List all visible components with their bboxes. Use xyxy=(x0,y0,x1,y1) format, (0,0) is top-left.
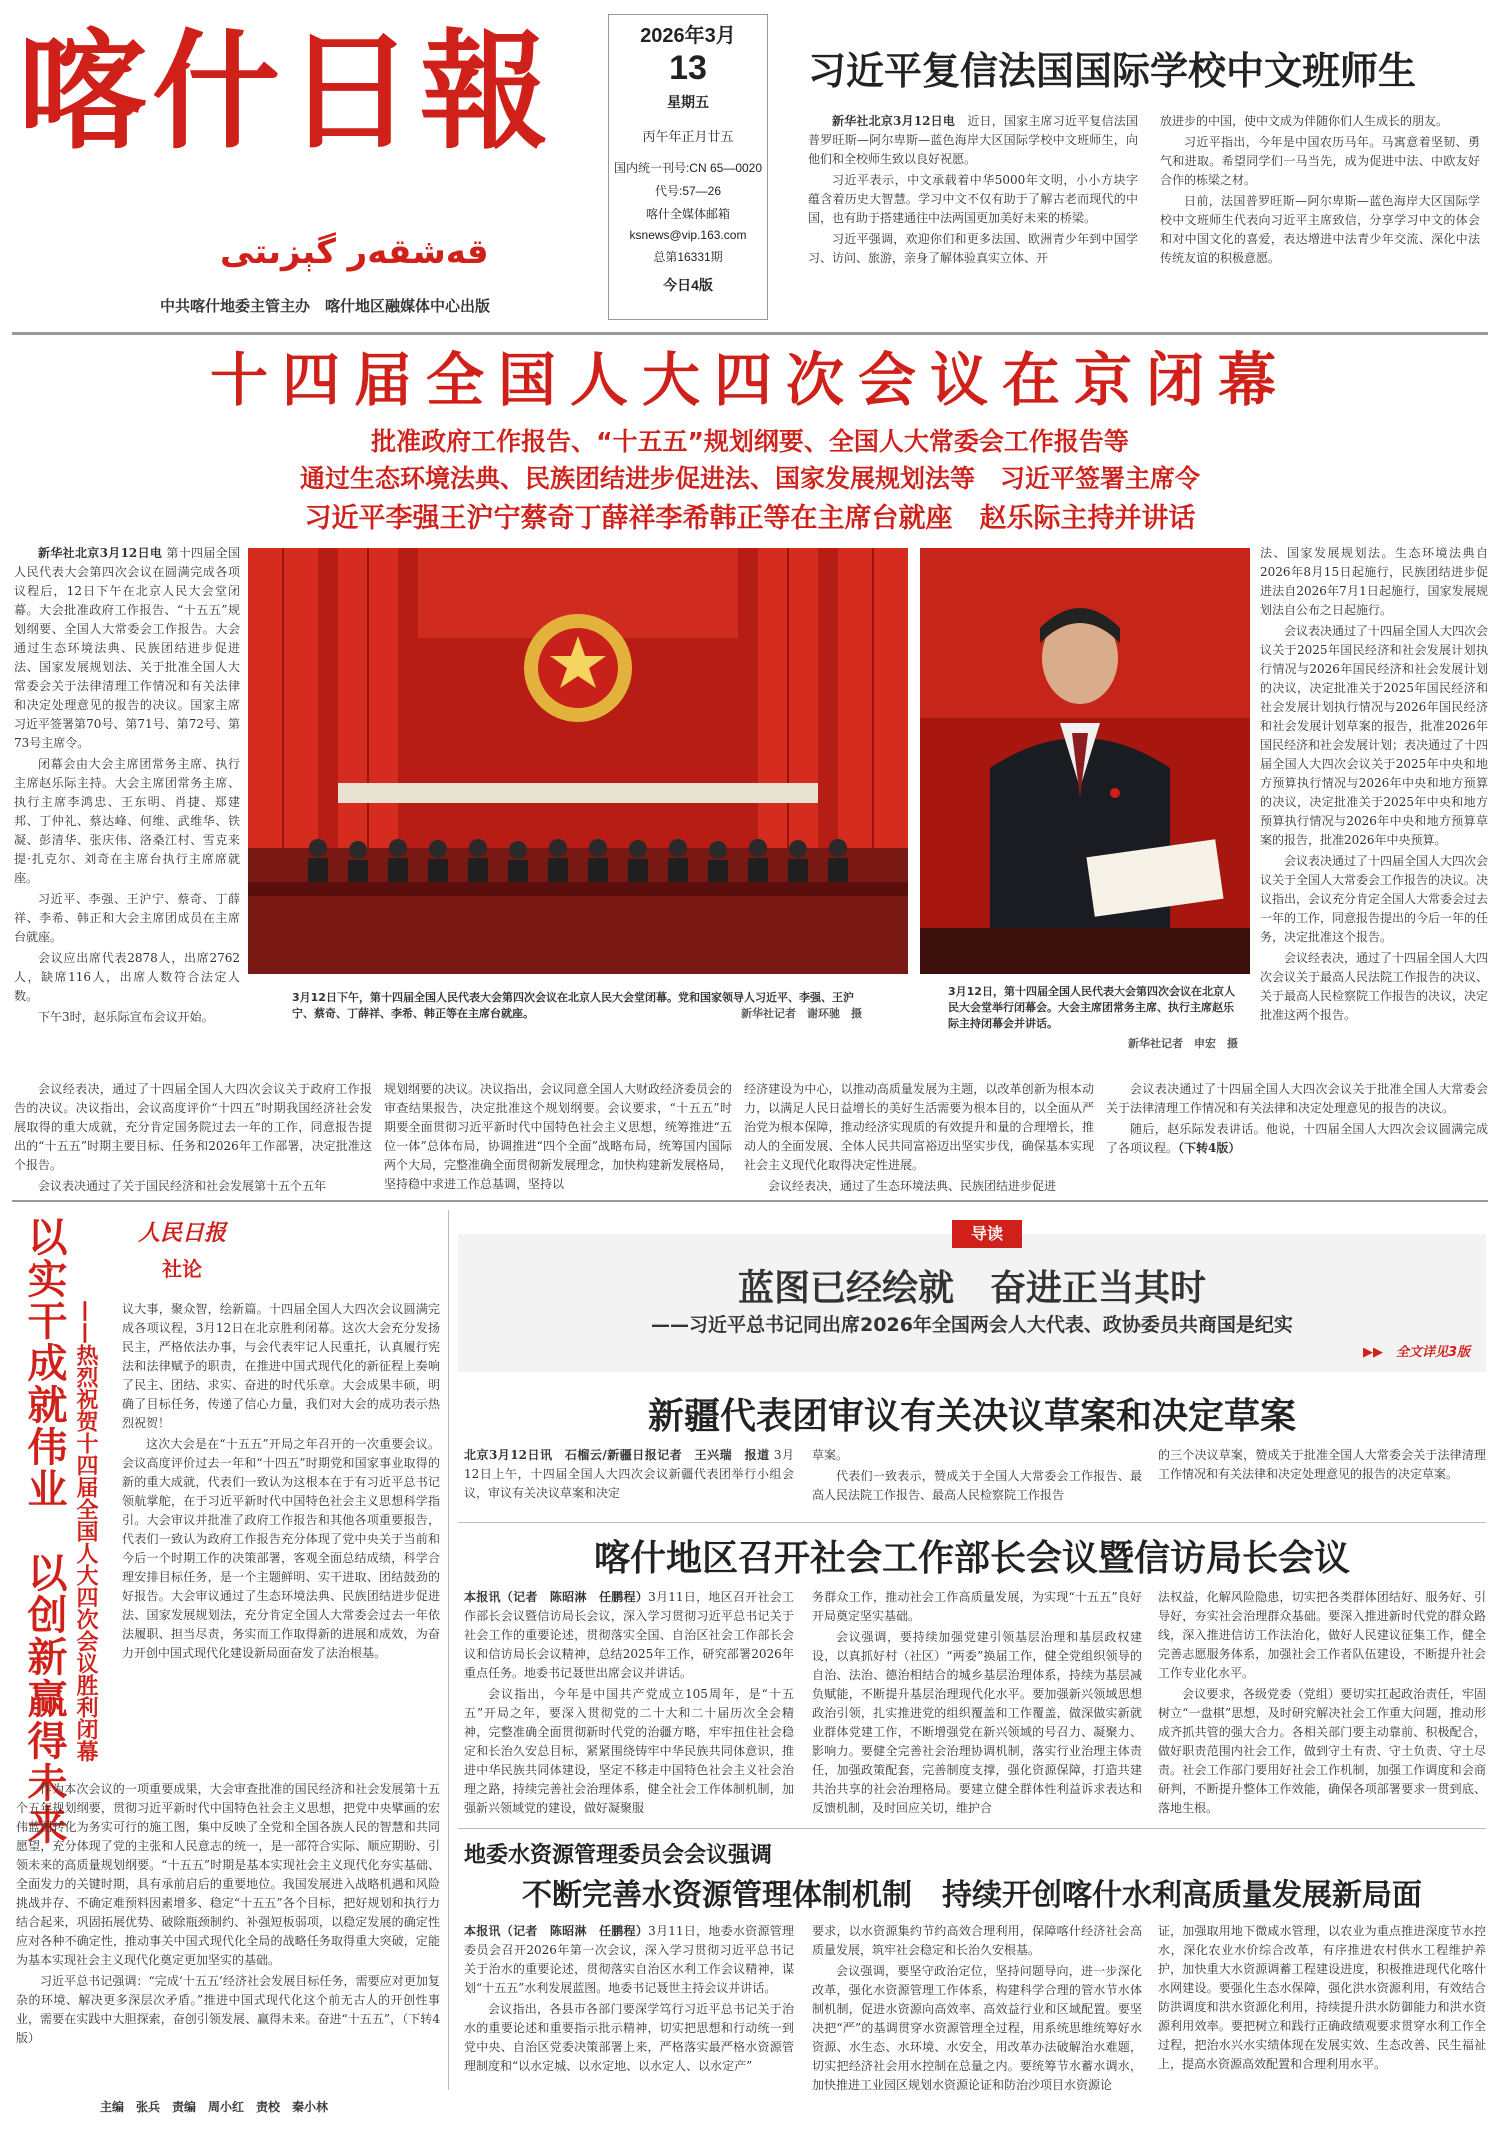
water-col2 xyxy=(812,1922,1142,2122)
social-col3 xyxy=(1158,1588,1486,1824)
speaker-credit: 新华社记者 申宏 摄 xyxy=(1128,1037,1238,1050)
lead-bottom-para7: 随后，赵乐际发表讲话。他说，十四届全国人大四次会议圆满完成了各项议程。 xyxy=(1106,1122,1488,1155)
social-byline: 本报讯（记者 陈昭淋 任鹏程） xyxy=(464,1590,649,1604)
top-story-para1: 近日，国家主席习近平复信法国普罗旺斯—阿尔卑斯—蓝色海岸大区国际学校中文班师生，向他们和全校师生致以良好祝愿。 xyxy=(808,114,1138,166)
social-col2 xyxy=(812,1588,1142,1824)
social-para5: 法权益，化解风险隐患，切实把各类群体团结好、服务好、引导好，夯实社会治理群众基础。要深入推进新时代党的群众路线，深入推进信访工作法治化，做好人民建议征集工作，健全完善志愿服务体系，加强社会工作者队伍建设，不断提升社会工作专业化水平。 xyxy=(1158,1590,1486,1680)
masthead-divider xyxy=(12,332,1488,335)
guide-box[interactable] xyxy=(458,1224,1486,1372)
lead-bottom-para4: 经济建设为中心，以推动高质量发展为主题，以改革创新为根本动力，以满足人民日益增长的美好生活需要为根本目的，以全面从严治党为根本保障，推动经济实现质的有效提升和量的合理增长，推动人的全面发展、全体人民共同富裕迈出坚实步伐，确保基本实现社会主义现代化取得决定性进展。 xyxy=(744,1082,1094,1172)
closing-session-caption xyxy=(292,990,862,1022)
lead-left-column xyxy=(14,544,240,1064)
closing-session-photo[interactable] xyxy=(248,548,908,974)
speaker-illustration xyxy=(920,548,1250,974)
lead-para1: 第十四届全国人民代表大会第四次会议在圆满完成各项议程后，12日下午在北京人民大会堂闭幕。大会批准政府工作报告、“十五五”规划纲要、全国人大常委会工作报告。大会通过生态环境法典、民族团结进步促进法、国家发展规划法、关于批准全国人大常委会关于法律清理工作情况和有关法律和决定处理意见的报告的决议。国家主席习近平签署第70号、第71号、第72号、第73号主席令。 xyxy=(14,546,240,750)
commentary-headline[interactable]: 以实干成就伟业 以创新赢得未来 xyxy=(21,1216,67,1846)
lead-para2: 闭幕会由大会主席团常务主席、执行主席赵乐际主持。大会主席团常务主席、执行主席李鸿忠、王东明、肖捷、郑建邦、丁仲礼、蔡达峰、何维、武维华、铁凝、彭清华、张庆伟、洛桑江村、雪克来提·扎克尔、刘奇在主席台执行主席席就座。 xyxy=(14,757,240,885)
social-divider xyxy=(458,1828,1486,1829)
speaker-caption xyxy=(948,984,1238,1052)
xinjiang-col1 xyxy=(464,1446,794,1518)
xinjiang-para2: 草案。 xyxy=(812,1448,849,1462)
social-para2: 会议指出，今年是中国共产党成立105周年，是“十五五”开局之年，要深入贯彻党的二十大和二十届历次全会精神，完整准确全面贯彻新时代党的治疆方略，牢牢扭住社会稳定和长治久安总目标，紧紧围绕铸牢中华民族共同体意识，推进中华民族共同体建设，坚定不移走中国特色社会主义社会治理之路，持续完善社会治理体系，健全社会工作体制机制，加强新兴领域党的建设，做好凝聚服 xyxy=(464,1687,794,1815)
commentary-badge xyxy=(126,1216,238,1290)
date-day: 13 xyxy=(669,49,707,87)
lead-bottom-col3 xyxy=(744,1080,1094,1196)
water-col1 xyxy=(464,1922,794,2122)
lead-right-column xyxy=(1260,544,1488,1074)
water-para2: 会议指出，各县市各部门要深学笃行习近平总书记关于治水的重要论述和重要指示批示精神，切实把思想和行动统一到党中央、自治区党委决策部署上来，严格落实最严格水资源管理制度和“以水定城、以水定地、以水定人、以水定产” xyxy=(464,2002,794,2073)
commentary-badge-bottom: 社论 xyxy=(162,1257,202,1281)
guide-badge: 导读 xyxy=(952,1220,1022,1248)
commentary-badge-top: 人民日报 xyxy=(137,1220,226,1246)
lead-para5: 下午3时，赵乐际宣布会议开始。 xyxy=(38,1010,214,1024)
date-post-code: 代号:57—26 xyxy=(654,184,722,198)
guide-link[interactable]: ▶▶ 全文详见3版 xyxy=(1362,1345,1470,1360)
social-para6: 会议要求，各级党委（党组）要切实扛起政治责任，牢固树立“一盘棋”思想，及时研究解决社会工作重大问题，推动形成齐抓共管的强大合力。各相关部门要主动靠前、积极配合，做好职责范围内社会工作，做到守土有责、守土负责、守土尽责。社会工作部门要用好社会工作机制，加强工作调度和会商研判，不断提升整体工作效能，确保各项部署要求一贯到底、落地生根。 xyxy=(1158,1687,1486,1815)
masthead-logo: 喀什日報 xyxy=(18,17,555,167)
lead-bottom-col2 xyxy=(384,1080,732,1196)
commentary-body-bottom xyxy=(16,1780,440,2080)
xinjiang-col2 xyxy=(812,1446,1142,1518)
masthead-sponsor: 中共喀什地委主管主办 喀什地区融媒体中心出版 xyxy=(160,297,491,315)
footer-editors: 主编 张兵 责编 周小红 责校 秦小林 xyxy=(100,2100,329,2114)
lead-bottom-para6: 会议表决通过了十四届全国人大四次会议关于批准全国人大常委会关于法律清理工作情况和有关法律和决定处理意见的报告的决议。 xyxy=(1106,1082,1488,1115)
water-para5: 证，加强取用地下微咸水管理，以农业为重点推进深度节水控水，深化农业水价综合改革，有序推进农村供水工程维护养护，加快重大水资源调蓄工程建设进度，积极推进现代化喀什水网建设。要强化生态水保障，强化洪水资源利用，有效结合防洪调度和洪水资源化利用，持续提升洪水防御能力和洪水资源利用效率。要把树立和践行正确政绩观要求贯穿水利工作全过程，把治水兴水实绩体现在发展实效、生态改善、民生福祉上，提高水资源高效配置和合理利用水平。 xyxy=(1158,1924,1486,2071)
lead-bottom-para3: 规划纲要的决议。决议指出，会议同意全国人大财政经济委员会的审查结果报告，决定批准这个规划纲要。会议要求，“十五五”时期要全面贯彻习近平新时代中国特色社会主义思想，统筹推进“五位一体”总体布局，协调推进“四个全面”战略布局，统筹国内国际两个大局，完整准确全面贯彻新发展理念，加快构建新发展格局，坚持稳中求进工作总基调，坚持以 xyxy=(384,1082,732,1191)
speaker-photo[interactable] xyxy=(920,548,1250,974)
date-lunar: 丙午年正月廿五 xyxy=(642,129,734,144)
lead-bottom-para5: 会议经表决，通过了生态环境法典、民族团结进步促进 xyxy=(768,1179,1057,1193)
guide-headline: 蓝图已经绘就 奋进正当其时 xyxy=(737,1268,1206,1309)
date-email[interactable]: ksnews@vip.163.com xyxy=(629,228,747,242)
lead-right-para1: 法、国家发展规划法。生态环境法典自2026年8月15日起施行，民族团结进步促进法自2026年7月1日起施行，国家发展规划法自公布之日起施行。 xyxy=(1260,546,1488,617)
top-story-col1 xyxy=(808,112,1138,322)
date-weekday: 星期五 xyxy=(667,94,709,110)
date-issue: 总第16331期 xyxy=(653,250,723,264)
xinjiang-para4: 的三个决议草案，赞成关于批准全国人大常委会关于法律清理工作情况和有关法律和决定处理意见的报告的决定草案。 xyxy=(1158,1448,1486,1481)
social-headline[interactable]: 喀什地区召开社会工作部长会议暨信访局长会议 xyxy=(593,1538,1350,1579)
date-publisher: 喀什全媒体邮箱 xyxy=(645,207,730,221)
water-para4: 会议强调，要坚守政治定位，坚持问题导向，进一步深化改革，强化水资源管理工作体系，构建科学合理的管水节水体制机制，促进水资源向高效率、高效益行业和区域配置。要坚决把“严”的基调贯穿水资源管理全过程，用系统思维统筹好水资源、水生态、水环境、水安全，用改革办法破解治水难题，切实把经济社会用水控制在总量之内。要统筹节水蓄水调水，加快推进工业园区规划水资源论证和防治沙项目水资源论 xyxy=(812,1964,1142,2092)
closing-session-caption-text: 3月12日下午，第十四届全国人民代表大会第四次会议在北京人民大会堂闭幕。党和国家领导人习近平、李强、王沪宁、蔡奇、丁薛祥、李希、韩正等在主席台就座。 xyxy=(292,991,854,1020)
lead-para3: 习近平、李强、王沪宁、蔡奇、丁薛祥、李希、韩正和大会主席团成员在主席台就座。 xyxy=(14,892,240,944)
lead-divider xyxy=(12,1200,1488,1202)
top-story-headline[interactable]: 习近平复信法国国际学校中文班师生 xyxy=(808,49,1417,93)
lead-right-para4: 会议经表决，通过了十四届全国人大四次会议关于最高人民法院工作报告的决议、关于最高人民检察院工作报告的决议，决定批准这两个报告。 xyxy=(1260,951,1488,1022)
lead-bottom-col1 xyxy=(14,1080,372,1196)
top-story-para2: 习近平表示，中文承载着中华5000年文明，小小方块字蕴含着历史大智慧。学习中文不仅有助于了解古老而现代的中国，也有助于搭建通往中法两国更加美好未来的桥梁。 xyxy=(808,173,1138,225)
guide-subhead: ——习近平总书记同出席2026年全国两会人大代表、政协委员共商国是纪实 xyxy=(651,1314,1293,1336)
closing-session-illustration xyxy=(248,548,908,974)
lead-bottom-para2: 会议表决通过了关于国民经济和社会发展第十五个五年 xyxy=(38,1179,327,1193)
social-col1 xyxy=(464,1588,794,1824)
top-story-para6: 日前，法国普罗旺斯—阿尔卑斯—蓝色海岸大区国际学校中文班师生代表向习近平主席致信，分享学习中文的体会和对中国文化的喜爱，表达增进中法青少年交流、深化中法传统友谊的积极意愿。 xyxy=(1160,194,1480,265)
water-para3: 要求，以水资源集约节约高效合理利用，保障喀什经济社会高质量发展，筑牢社会稳定和长治久安根基。 xyxy=(812,1924,1142,1957)
lead-headline[interactable]: 十四届全国人大四次会议在京闭幕 xyxy=(209,346,1290,414)
date-cn-number: 国内统一刊号:CN 65—0020 xyxy=(613,161,763,175)
social-para1: 3月11日，地区召开社会工作部长会议暨信访局长会议，深入学习贯彻习近平总书记关于社会工作的重要论述，贯彻落实全国、自治区社会工作部长会议和信访局长会议精神，总结2025年工作，研究部署2026年重点任务。地委书记聂世出席会议并讲话。 xyxy=(464,1590,794,1680)
xinjiang-col3 xyxy=(1158,1446,1486,1518)
commentary-para4: 习近平总书记强调：“完成‘十五五’经济社会发展目标任务，需要应对更加复杂的环境、解决更多深层次矛盾。”推进中国式现代化这个前无古人的开创性事业，需要在实践中大胆探索，奋创引领发展、赢得未来。奋进“十五五”，（下转4版） xyxy=(16,1974,440,2045)
lead-right-para3: 会议表决通过了十四届全国人大四次会议关于全国人大常委会工作报告的决议。决议指出，会议充分肯定全国人大常委会过去一年的工作，同意报告提出的今后一年的任务，决定批准这个报告。 xyxy=(1260,854,1488,944)
commentary-subhead: ——热烈祝贺十四届全国人大四次会议胜利闭幕 xyxy=(73,1300,98,1762)
top-story-para4: 放进步的中国，使中文成为伴随你们人生成长的朋友。 xyxy=(1160,114,1449,128)
water-headline[interactable]: 不断完善水资源管理体制机制 持续开创喀什水利高质量发展新局面 xyxy=(522,1878,1422,1913)
commentary-para3: 作为本次会议的一项重要成果，大会审查批准的国民经济和社会发展第十五个五年规划纲要，贯彻习近平新时代中国特色社会主义思想，把党中央擘画的宏伟蓝图转化为务实可行的施工图，集中反映了全党和全国各族人民的智慧和共同愿望，充分体现了党的主张和人民意志的统一，是一部符合实际、顺应期盼、引领未来的高质量规划纲要。“十五五”时期是基本实现社会主义现代化夯实基础、全面发力的关键时期，具有承前启后的重要地位。我国发展进入战略机遇和风险挑战并存、不确定难预料因素增多、稳定“十五五”各个目标，把好规划和执行力结合起来，巩固拓展优势、破除瓶颈制约、补强短板弱项，以稳定发展的确定性应对各种不确定性，推动事关中国式现代化全局的战略任务取得重大突破，定能为基本实现社会主义现代化奠定更加坚实的基础。 xyxy=(16,1782,440,1967)
speaker-caption-text: 3月12日，第十四届全国人民代表大会第四次会议在北京人民大会堂举行闭幕会。大会主席团常务主席、执行主席赵乐际主持闭幕会并讲话。 xyxy=(948,985,1235,1030)
social-para4: 会议强调，要持续加强党建引领基层治理和基层政权建设，以真抓好村（社区）“两委”换届工作，健全党组织领导的自治、法治、德治相结合的城乡基层治理体系，持续为基层减负赋能，不断提升基层治理现代化水平。要加强新兴领域思想政治引领，扎实推进党的组织覆盖和工作覆盖，做深做实新就业群体党建工作，不断增强党在新兴领域的号召力、凝聚力、影响力。要健全完善社会治理协调机制，落实行业治理主体责任，加强政策配套，完善制度支撑，强化资源保障，打造共建共治共享的社会治理格局。要建立健全群体性利益诉求表达和反馈机制，及时回应关切，维护合 xyxy=(812,1630,1142,1815)
lead-subhead-1: 批准政府工作报告、“十五五”规划纲要、全国人大常委会工作报告等 xyxy=(371,427,1129,456)
lead-subhead-2: 通过生态环境法典、民族团结进步促进法、国家发展规划法等 习近平签署主席令 xyxy=(299,464,1200,493)
lead-right-para2: 会议表决通过了十四届全国人大四次会议关于2025年国民经济和社会发展计划执行情况与2026年国民经济和社会发展计划的决议，决定批准关于2025年国民经济和社会发展计划执行情况与2026年国民经济和社会发展计划草案的报告，批准2026年国民经济和社会发展计划；表决通过了十四届全国人大四次会议关于2025年中央和地方预算执行情况与2026年中央和地方预算的决议，决定批准关于2025年中央和地方预算执行情况与2026年中央和地方预算草案的报告，批准2026年中央预算。 xyxy=(1260,624,1488,847)
commentary-para2: 这次大会是在“十五五”开局之年召开的一次重要会议。会议高度评价过去一年和“十四五”时期党和国家事业取得的新的重大成就，代表们一致认为这根本在于有习近平总书记领航掌舵，在于习近平新时代中国特色社会主义思想科学指引。大会审议并批准了政府工作报告和其他各项重要报告，代表们一致认为政府工作报告充分体现了党中央关于当前和今后一个时期工作的决策部署，客观全面总结成绩，科学合理安排目标任务，是一个主题鲜明、实干进取、团结鼓劲的好报告。大会审议通过了生态环境法典、民族团结进步促进法、国家发展规划法，充分肯定全国人大常委会过去一年依法履职、担当尽责，务实而工作取得新的进展和成效，为奋力开创中国式现代化建设新局面奋发了法治根基。 xyxy=(122,1437,440,1660)
lead-bottom-col4 xyxy=(1106,1080,1488,1196)
social-para3: 务群众工作，推动社会工作高质量发展，为实现“十五五”良好开局奠定坚实基础。 xyxy=(812,1590,1142,1623)
top-story-col2 xyxy=(1160,112,1480,322)
closing-session-credit: 新华社记者 谢环驰 摄 xyxy=(741,1007,862,1020)
xinjiang-byline: 北京3月12日讯 石榴云/新疆日报记者 王兴瑞 报道 xyxy=(464,1448,770,1462)
lead-subhead-3: 习近平李强王沪宁蔡奇丁薛祥李希韩正等在主席台就座 赵乐际主持并讲话 xyxy=(304,503,1196,534)
water-kicker: 地委水资源管理委员会会议强调 xyxy=(464,1843,773,1868)
date-month: 2026年3月 xyxy=(640,25,736,47)
commentary-para1: 议大事，聚众智，绘新篇。十四届全国人大四次会议圆满完成各项议程，3月12日在北京胜利闭幕。这次大会充分发扬民主，严格依法办事，与会代表牢记人民重托，认真履行宪法和法律赋予的职责，在推进中国式现代化的新征程上奏响了民主、团结、求实、奋进的时代乐章。大会成果丰硕，明确了目标任务，传递了信心力量，我们对大会的成功表示热烈祝贺！ xyxy=(122,1302,440,1430)
top-story-dateline: 新华社北京3月12日电 xyxy=(832,114,956,128)
lead-dateline: 新华社北京3月12日电 xyxy=(38,546,163,560)
lead-bottom-para1: 会议经表决，通过了十四届全国人大四次会议关于政府工作报告的决议。决议指出，会议高度评价“十四五”时期我国经济社会发展取得的重大成就，充分肯定国务院过去一年的工作，同意报告提出的“十五五”时期主要目标、任务和2026年工作部署，决定批准这个报告。 xyxy=(14,1082,372,1172)
xinjiang-headline[interactable]: 新疆代表团审议有关决议草案和决定草案 xyxy=(647,1396,1296,1437)
water-para1: 3月11日，地委水资源管理委员会召开2026年第一次会议，深入学习贯彻习近平总书记关于治水的重要论述，贯彻落实自治区水利工作会议精神，谋划“十五五”水利发展蓝图。地委书记聂世主持会议并讲话。 xyxy=(464,1924,794,1995)
xinjiang-para3: 代表们一致表示，赞成关于全国人大常委会工作报告、最高人民法院工作报告、最高人民检察院工作报告 xyxy=(812,1469,1142,1502)
xinjiang-para1: 3月12日上午，十四届全国人大四次会议新疆代表团举行小组会议，审议有关决议草案和决定 xyxy=(464,1448,794,1500)
top-story-para3: 习近平强调，欢迎你们和更多法国、欧洲青少年到中国学习、访问、旅游，亲身了解体验真实立体、开 xyxy=(808,232,1138,265)
masthead-logo-uyghur: قەشقەر گېزىتى xyxy=(220,232,489,272)
water-byline: 本报讯（记者 陈昭淋 任鹏程） xyxy=(464,1924,649,1938)
date-pages: 今日4版 xyxy=(663,277,713,293)
xinjiang-divider xyxy=(458,1522,1486,1523)
lead-continued[interactable]: （下转4版） xyxy=(1178,1141,1241,1155)
commentary-divider xyxy=(448,1210,449,2090)
date-box xyxy=(608,14,768,320)
top-story-para5: 习近平指出，今年是中国农历马年。马寓意着坚韧、勇气和进取。希望同学们一马当先，成为促进中法、中欧友好合作的栋梁之材。 xyxy=(1160,135,1480,187)
commentary-body xyxy=(122,1300,440,1774)
water-col3 xyxy=(1158,1922,1486,2122)
lead-para4: 会议应出席代表2878人，出席2762人，缺席116人，出席人数符合法定人数。 xyxy=(14,951,240,1003)
